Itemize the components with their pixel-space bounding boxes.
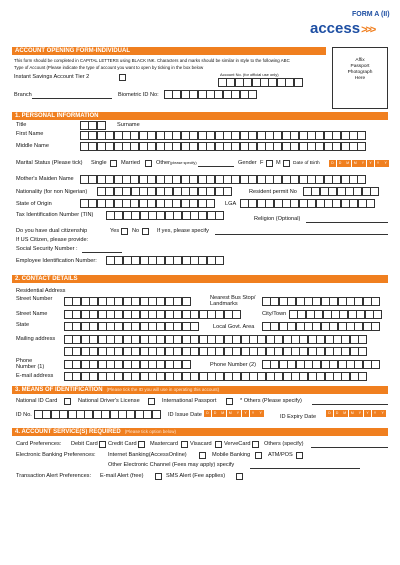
mobile-banking-label: Mobile Banking — [212, 452, 251, 458]
mother-maiden-label: Mother's Maiden Name — [16, 176, 74, 182]
internet-banking-label: Internet Banking(AccessOnline) — [108, 452, 187, 458]
surname-label: Surname — [117, 122, 140, 128]
ssn-label: Social Security Number : — [16, 246, 78, 252]
single-checkbox[interactable] — [110, 160, 117, 167]
biometric-label: Biometric ID No: — [118, 92, 159, 98]
resident-permit-label: Resident permit No — [249, 189, 297, 195]
account-no-label: Account No. (for official use only) — [220, 72, 279, 77]
instruction-text: This form should be completed in CAPITAL LETTERS using BLACK INK. Characters and marks should be similar in style to the following ABC — [14, 58, 290, 63]
state-boxes[interactable] — [64, 322, 199, 331]
national-id-checkbox[interactable] — [64, 398, 71, 405]
mailing-address-boxes-2[interactable] — [64, 347, 367, 356]
section-personal-information: 1. PERSONAL INFORMATION — [12, 112, 388, 120]
religion-line[interactable] — [306, 222, 388, 223]
dob-date-boxes[interactable]: D D M M Y Y Y Y — [329, 160, 390, 167]
mailing-address-boxes-1[interactable] — [64, 335, 367, 344]
residential-address-label: Residential Address — [16, 288, 66, 294]
passport-photo-box — [332, 47, 388, 109]
street-name-label: Street Name — [16, 311, 48, 317]
other-id-line[interactable] — [312, 404, 388, 405]
mastercard-label: Mastercard — [150, 441, 178, 447]
ebanking-label: Electronic Banking Preferences: — [16, 452, 96, 458]
section-means-of-identification: 3. MEANS OF IDENTIFICATION (Please tick the ID you will use in operating this account) — [12, 386, 388, 394]
dual-yes-checkbox[interactable] — [121, 228, 128, 235]
other-specify-line[interactable] — [198, 166, 234, 167]
first-name-label: First Name — [16, 131, 44, 137]
gender-label: Gender — [238, 160, 257, 166]
resident-permit-boxes[interactable] — [303, 187, 379, 196]
middle-name-label: Middle Name — [16, 143, 49, 149]
national-id-label: National ID Card — [16, 398, 58, 404]
contact-lga-boxes[interactable] — [262, 322, 380, 331]
atm-pos-checkbox[interactable] — [296, 452, 303, 459]
married-label: Married — [121, 160, 140, 166]
marital-status-label: Marital Status (Please tick) — [16, 160, 83, 166]
surname-boxes[interactable] — [80, 131, 366, 140]
specify-label: If yes, please specify — [157, 228, 209, 234]
other-id-label: * Others (Please specify) — [240, 398, 302, 404]
employee-id-boxes[interactable] — [106, 256, 224, 265]
lga-label: LGA — [225, 201, 237, 207]
atm-pos-label: ATM/POS — [268, 452, 293, 458]
branch-label: Branch — [14, 92, 32, 98]
single-label: Single — [91, 160, 107, 166]
mother-maiden-boxes[interactable] — [80, 175, 366, 184]
account-no-boxes[interactable] — [218, 78, 302, 87]
branch-line[interactable] — [32, 98, 112, 99]
title-boxes[interactable] — [80, 121, 105, 130]
brand-logo — [310, 20, 374, 37]
gender-f-label: F — [260, 160, 264, 166]
account-type-checkbox[interactable] — [119, 74, 126, 81]
lga-boxes[interactable] — [240, 199, 375, 208]
city-label: City/Town — [262, 311, 287, 317]
tin-boxes[interactable] — [106, 211, 224, 220]
married-checkbox[interactable] — [145, 160, 152, 167]
debit-card-checkbox[interactable] — [99, 441, 106, 448]
alert-preferences-label: Transaction Alert Preferences: — [16, 473, 92, 479]
section-account-opening: ACCOUNT OPENING FORM-INDIVIDUAL — [12, 47, 326, 55]
passport-id-label: International Passport — [162, 398, 217, 404]
no-label: No — [132, 228, 140, 234]
sms-alert-label: SMS Alert (Fee applies) — [166, 473, 226, 479]
email-label: E-mail address — [16, 373, 54, 379]
nationality-boxes[interactable] — [97, 187, 232, 196]
title-label: Title — [16, 122, 27, 128]
street-name-boxes[interactable] — [64, 310, 241, 319]
employee-id-label: Employee Identification Number: — [16, 258, 97, 264]
id-no-boxes[interactable] — [34, 410, 160, 419]
city-boxes[interactable] — [289, 310, 381, 319]
yes-label: Yes — [110, 228, 120, 234]
id-expiry-label: ID Expiry Date — [280, 414, 317, 420]
tin-label: Tax Identification Number (TIN) — [16, 212, 94, 218]
state-label: State — [16, 322, 30, 328]
street-number-boxes[interactable] — [64, 297, 190, 306]
vervecard-checkbox[interactable] — [252, 441, 259, 448]
other-channel-line[interactable] — [250, 468, 360, 469]
gender-m-checkbox[interactable] — [283, 160, 290, 167]
card-preferences-label: Card Preferences: — [16, 441, 62, 447]
bus-stop-label: Nearest Bus Stop/ Landmarks — [210, 295, 256, 307]
visacard-label: Visacard — [190, 441, 212, 447]
internet-banking-checkbox[interactable] — [199, 452, 206, 459]
credit-card-label: Credit Card — [108, 441, 137, 447]
id-issue-date-boxes[interactable]: D D M M Y Y Y Y — [204, 410, 265, 417]
middle-name-boxes[interactable] — [80, 142, 366, 151]
form-id: FORM A (II) — [352, 11, 390, 18]
debit-card-label: Debit Card — [71, 441, 98, 447]
drivers-license-checkbox[interactable] — [148, 398, 155, 405]
gender-m-label: M — [276, 160, 281, 166]
others-card-label: Others (specify) — [264, 441, 304, 447]
other-label: Other(please specify) — [156, 160, 197, 166]
credit-card-checkbox[interactable] — [138, 441, 145, 448]
state-of-origin-label: State of Origin — [16, 201, 52, 207]
others-card-line[interactable] — [311, 447, 388, 448]
passport-photo-label: Affix Passport Photograph Here — [347, 58, 373, 81]
section-contact-details: 2. CONTACT DETAILS — [12, 275, 388, 283]
type-instruction: Type of Account (Please indicate the type of account you want to open by ticking in the box below — [14, 65, 204, 70]
brand-name: access — [310, 20, 361, 37]
us-citizen-label: If US Citizen, please provide: — [16, 237, 89, 243]
dual-specify-line[interactable] — [215, 234, 388, 235]
visacard-checkbox[interactable] — [215, 441, 222, 448]
nationality-label: Nationality (for non Nigerian) — [16, 189, 88, 195]
mastercard-checkbox[interactable] — [181, 441, 188, 448]
other-channel-label: Other Electronic Channel (Fees may apply) specify — [108, 462, 235, 468]
mailing-address-label: Mailing address — [16, 336, 56, 342]
passport-id-checkbox[interactable] — [226, 398, 233, 405]
phone1-boxes[interactable] — [64, 360, 190, 369]
vervecard-label: VerveCard — [224, 441, 251, 447]
gender-f-checkbox[interactable] — [266, 160, 273, 167]
phone2-label: Phone Number (2) — [210, 362, 257, 368]
state-of-origin-boxes[interactable] — [80, 199, 215, 208]
section-account-services: 4. ACCOUNT SERVICE(S) REQUIRED (Please tick option below) — [12, 428, 388, 436]
dob-label: Date of Birth — [293, 161, 320, 166]
phone1-label: Phone Number (1) — [16, 358, 45, 370]
drivers-license-label: National Driver's License — [78, 398, 140, 404]
id-no-label: ID No. — [16, 412, 32, 418]
id-expiry-date-boxes[interactable]: D D M M Y Y Y Y — [326, 410, 387, 417]
email-alert-checkbox[interactable] — [155, 473, 162, 480]
ssn-line[interactable] — [82, 252, 122, 253]
email-alert-label: E-mail Alert (free) — [100, 473, 144, 479]
biometric-boxes[interactable] — [164, 90, 256, 99]
street-number-label: Street Number — [16, 296, 53, 302]
religion-label: Religion (Optional) — [254, 216, 301, 222]
sms-alert-checkbox[interactable] — [236, 473, 243, 480]
id-issue-label: ID Issue Date — [168, 412, 202, 418]
email-boxes[interactable] — [64, 372, 367, 381]
brand-chevrons: >>> — [361, 24, 375, 36]
dual-citizenship-label: Do you have dual citizenship — [16, 228, 88, 234]
dual-no-checkbox[interactable] — [142, 228, 149, 235]
bus-stop-boxes[interactable] — [262, 297, 380, 306]
contact-lga-label: Local Govt. Area — [213, 324, 255, 330]
account-type-label: Instant Savings Account Tier 2 — [14, 74, 90, 80]
mobile-banking-checkbox[interactable] — [255, 452, 262, 459]
phone2-boxes[interactable] — [262, 360, 380, 369]
